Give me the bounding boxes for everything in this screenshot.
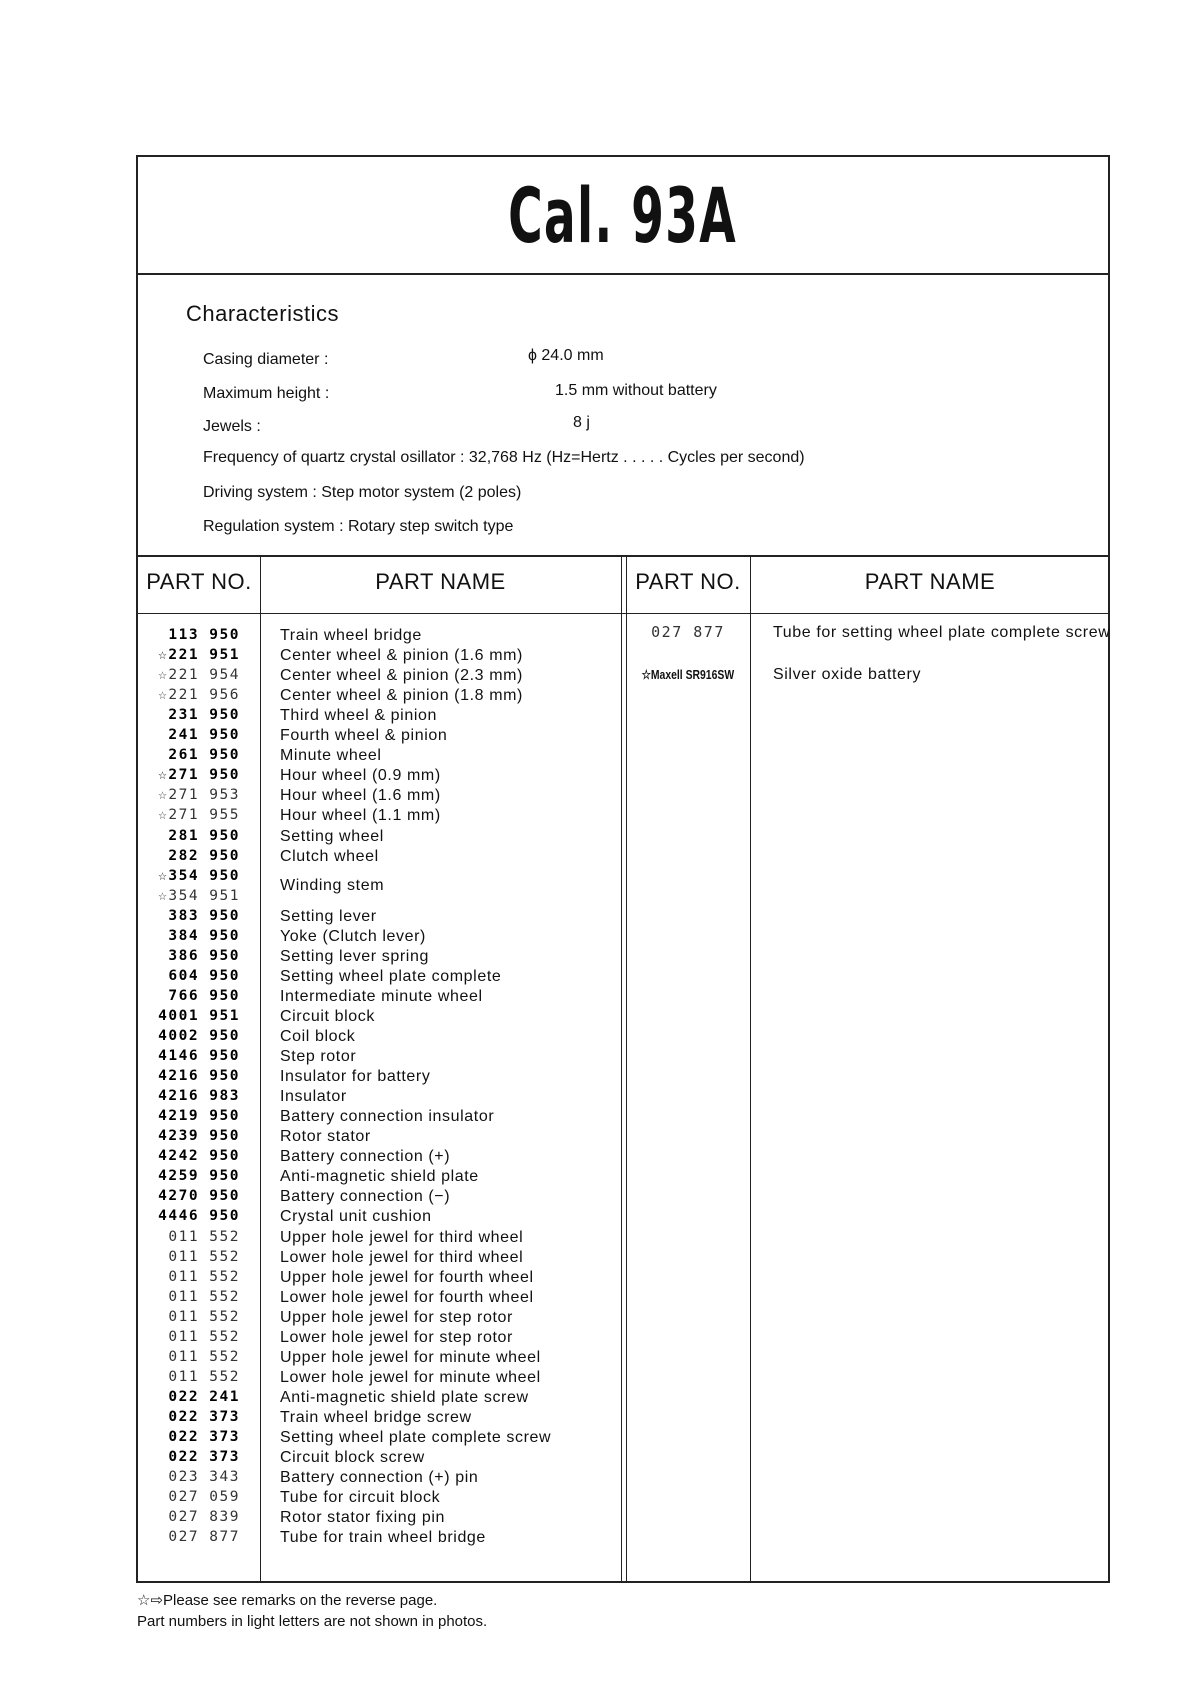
part-name: Battery connection (−) [280, 1188, 451, 1206]
part-number: 386 950 [168, 947, 240, 964]
part-number: 011 552 [168, 1348, 240, 1365]
part-number: ☆221 951 [158, 647, 240, 664]
table-row [138, 1168, 621, 1188]
table-row [138, 848, 621, 868]
part-number: 383 950 [168, 907, 240, 924]
table-row [138, 1148, 621, 1168]
spec-value: 8 j [573, 414, 590, 431]
part-name: Lower hole jewel for step rotor [280, 1328, 513, 1346]
table-row [138, 687, 621, 707]
spec-value: Rotary step switch type [347, 518, 514, 535]
part-name: Circuit block screw [280, 1449, 425, 1467]
part-number: 4446 950 [158, 1208, 240, 1225]
part-name: Tube for train wheel bridge [280, 1529, 486, 1547]
part-name: Center wheel & pinion (1.8 mm) [280, 687, 523, 705]
part-number: ☆271 950 [158, 767, 240, 784]
part-name: Yoke (Clutch lever) [280, 927, 426, 945]
part-number: 022 241 [168, 1388, 240, 1405]
column-divider [621, 555, 622, 1583]
table-row [138, 1489, 621, 1509]
part-number: 4146 950 [158, 1048, 240, 1065]
part-number: 4219 950 [158, 1108, 240, 1125]
table-row [138, 767, 621, 787]
table-row [138, 1509, 621, 1529]
part-name: Setting lever [280, 907, 377, 925]
header-part-no: PART NO. [146, 569, 252, 594]
part-number: 384 950 [168, 927, 240, 944]
spec-value: Step motor system (2 poles) [321, 484, 522, 501]
part-number: ☆354 951 [158, 887, 240, 904]
part-name: Insulator for battery [280, 1068, 431, 1086]
header-part-name-2: PART NAME [864, 569, 996, 594]
part-number: 011 552 [168, 1328, 240, 1345]
part-number: 022 373 [168, 1449, 240, 1466]
part-number: 4002 950 [158, 1028, 240, 1044]
table-row [138, 968, 621, 988]
spec-jewels [203, 414, 590, 436]
part-name: Step rotor [280, 1048, 357, 1066]
part-name: Tube for setting wheel plate complete screw [773, 624, 1111, 641]
page-title: Cal. 93A [508, 170, 738, 260]
table-row [138, 1529, 621, 1549]
table-row [138, 1429, 621, 1449]
part-name: Third wheel & pinion [280, 707, 437, 725]
part-name: Setting wheel plate complete [280, 967, 502, 985]
part-number: ☆221 954 [158, 667, 240, 684]
part-name: Upper hole jewel for fourth wheel [280, 1268, 534, 1286]
part-number: 011 552 [168, 1228, 240, 1245]
part-name: Rotor stator [280, 1128, 371, 1146]
table-row [138, 948, 621, 968]
part-number: 011 552 [168, 1268, 240, 1285]
part-name: Train wheel bridge [280, 627, 422, 644]
part-name: Hour wheel (0.9 mm) [280, 767, 441, 785]
part-number: 231 950 [168, 707, 240, 724]
part-number: 027 839 [168, 1509, 240, 1526]
table-row [138, 1208, 621, 1228]
spec-label: Driving system : [203, 484, 317, 501]
spec-driving-system [203, 484, 521, 502]
table-row [138, 1469, 621, 1489]
part-name: Center wheel & pinion (2.3 mm) [280, 667, 523, 685]
footnotes [137, 1590, 487, 1632]
table-row [138, 807, 621, 827]
title-box [138, 157, 1108, 275]
part-number: 011 552 [168, 1368, 240, 1385]
table-row [138, 1329, 621, 1349]
table-row [138, 1269, 621, 1289]
parts-table [138, 555, 1111, 1583]
part-number: 011 552 [168, 1288, 240, 1305]
table-row [138, 1068, 621, 1088]
part-number: 282 950 [168, 847, 240, 864]
part-number: 604 950 [168, 967, 240, 984]
part-name: Anti-magnetic shield plate screw [280, 1388, 529, 1406]
part-number: 022 373 [168, 1429, 240, 1445]
part-number: 011 552 [168, 1248, 240, 1265]
characteristics-heading: Characteristics [186, 301, 339, 326]
table-row [138, 1188, 621, 1208]
right-table-row [138, 665, 1110, 685]
spec-value: 32,768 Hz (Hz=Hertz . . . . . Cycles per second) [468, 449, 805, 466]
table-row [138, 1369, 621, 1389]
part-number: 4216 983 [158, 1088, 240, 1105]
part-name: Intermediate minute wheel [280, 987, 483, 1005]
table-row [138, 727, 621, 747]
column-divider [626, 555, 627, 1583]
header-part-no-2: PART NO. [635, 569, 741, 594]
spec-label: Frequency of quartz crystal osillator : [203, 449, 465, 466]
table-row [138, 1229, 621, 1249]
characteristics-section [138, 273, 1108, 557]
table-row [138, 1349, 621, 1369]
part-name: Upper hole jewel for third wheel [280, 1228, 524, 1246]
part-name: Upper hole jewel for minute wheel [280, 1348, 541, 1366]
table-row [138, 1449, 621, 1469]
footnote-remarks: ☆⇨Please see remarks on the reverse page. [137, 1592, 438, 1609]
spec-label: Casing diameter : [203, 351, 329, 368]
spec-casing-diameter [203, 347, 604, 369]
table-row [138, 988, 621, 1008]
part-number: 011 552 [168, 1308, 240, 1325]
parts-sheet [136, 155, 1110, 1583]
part-name: Clutch wheel [280, 847, 379, 865]
part-number: 4270 950 [158, 1188, 240, 1205]
part-name: Hour wheel (1.6 mm) [280, 787, 441, 805]
table-row [138, 1249, 621, 1269]
part-name: Crystal unit cushion [280, 1208, 432, 1226]
right-table-row [138, 623, 1110, 663]
part-name: Battery connection (+) [280, 1148, 451, 1166]
table-row [138, 1088, 621, 1108]
part-number: 281 950 [168, 827, 240, 844]
table-row [138, 1389, 621, 1409]
spec-regulation-system [203, 518, 513, 536]
part-name: Insulator [280, 1088, 347, 1106]
table-row [138, 928, 621, 948]
table-row [138, 1008, 621, 1028]
spec-value: 1.5 mm without battery [555, 382, 717, 399]
table-row [138, 828, 621, 848]
part-name: Winding stem [280, 877, 385, 894]
table-row [138, 707, 621, 727]
table-row [138, 1128, 621, 1148]
part-number: ☆271 955 [158, 807, 240, 824]
winding-stem-label-row [138, 877, 621, 897]
part-name: Circuit block [280, 1007, 375, 1025]
part-name: Upper hole jewel for step rotor [280, 1308, 513, 1326]
part-number: 766 950 [168, 987, 240, 1004]
spec-label: Jewels : [203, 418, 261, 435]
part-number: 4239 950 [158, 1128, 240, 1145]
part-name: Hour wheel (1.1 mm) [280, 807, 441, 825]
part-name: Setting wheel [280, 827, 384, 845]
part-name: Battery connection (+) pin [280, 1469, 479, 1487]
part-name: Fourth wheel & pinion [280, 727, 448, 745]
header-divider [138, 613, 1108, 614]
part-name: Rotor stator fixing pin [280, 1509, 445, 1527]
part-number: 027 877 [651, 623, 725, 641]
part-name: Minute wheel [280, 747, 382, 765]
part-number: 4242 950 [158, 1148, 240, 1165]
part-number: 023 343 [168, 1469, 240, 1486]
part-name: Tube for circuit block [280, 1489, 441, 1507]
part-number: 4259 950 [158, 1168, 240, 1185]
table-row [138, 787, 621, 807]
table-row [138, 747, 621, 767]
table-row [138, 1409, 621, 1429]
part-name: Lower hole jewel for fourth wheel [280, 1288, 534, 1306]
part-number: ☆Maxell SR916SW [641, 667, 735, 682]
part-name: Anti-magnetic shield plate [280, 1168, 479, 1186]
part-number: 027 059 [168, 1489, 240, 1506]
part-number: ☆354 950 [158, 867, 240, 884]
part-number: 022 373 [168, 1408, 240, 1425]
header-part-name: PART NAME [375, 569, 506, 594]
table-row [138, 908, 621, 928]
part-name: Silver oxide battery [773, 666, 922, 683]
part-number: 113 950 [168, 627, 240, 643]
spec-label: Regulation system : [203, 518, 344, 535]
part-name: Battery connection insulator [280, 1108, 495, 1126]
table-row [138, 1048, 621, 1068]
part-number: ☆271 953 [158, 787, 240, 804]
part-name: Lower hole jewel for minute wheel [280, 1368, 541, 1386]
part-number: 4216 950 [158, 1068, 240, 1085]
footnote-light-letters: Part numbers in light letters are not shown in photos. [137, 1613, 488, 1630]
spec-frequency [203, 449, 805, 467]
spec-value: ϕ 24.0 mm [528, 347, 604, 364]
part-name: Setting lever spring [280, 947, 429, 965]
spec-maximum-height [203, 382, 717, 403]
table-row [138, 1028, 621, 1048]
part-name: Coil block [280, 1028, 356, 1045]
part-name: Lower hole jewel for third wheel [280, 1248, 524, 1266]
part-name: Train wheel bridge screw [280, 1408, 472, 1426]
part-number: 261 950 [168, 747, 240, 764]
part-number: 4001 951 [158, 1007, 240, 1024]
part-name: Center wheel & pinion (1.6 mm) [280, 647, 523, 665]
column-divider [750, 555, 751, 1583]
part-number: 027 877 [168, 1529, 240, 1546]
table-row [138, 1108, 621, 1128]
table-row [138, 1309, 621, 1329]
part-number: 241 950 [168, 727, 240, 744]
part-number: ☆221 956 [158, 687, 240, 704]
part-name: Setting wheel plate complete screw [280, 1429, 552, 1446]
table-row [138, 1289, 621, 1309]
part-number-cell [628, 665, 748, 683]
spec-label: Maximum height : [203, 385, 330, 402]
